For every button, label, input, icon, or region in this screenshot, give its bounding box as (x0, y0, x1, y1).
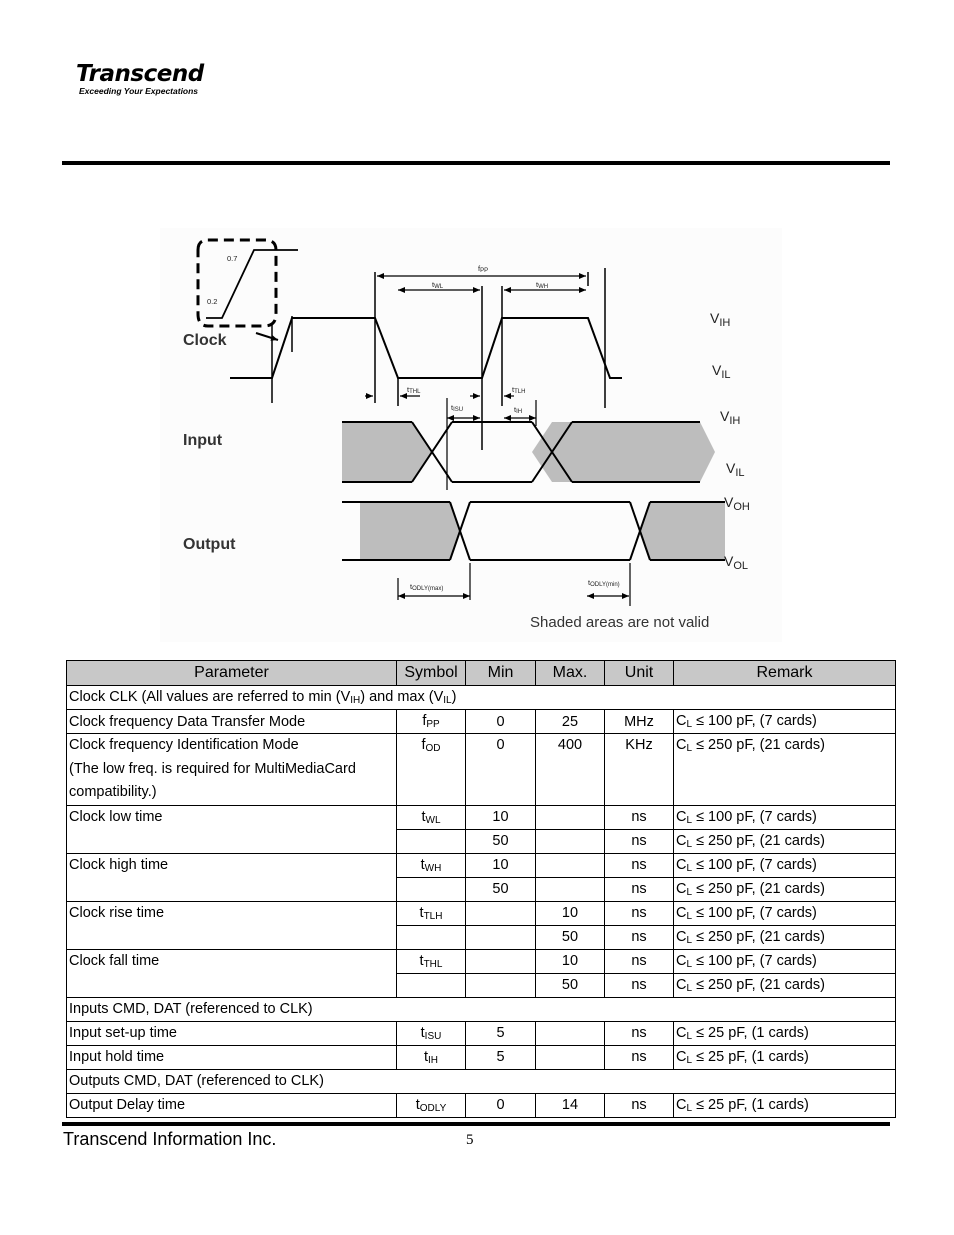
output-signal-label: Output (183, 536, 236, 553)
todly-max-timing-label: $t_{ODLY(max)}$ (410, 582, 444, 592)
unit-cell: ns (605, 829, 674, 853)
min-cell: 10 (466, 853, 536, 877)
twl-timing-label: $t_{WL}$ (432, 280, 444, 290)
min-cell: 0 (466, 710, 536, 734)
symbol-cell (397, 925, 466, 949)
table-row (67, 1093, 896, 1117)
param-cell: Clock frequency Data Transfer Mode (67, 710, 397, 734)
header-symbol: Symbol (397, 661, 466, 686)
remark-cell: $C_L \le 100$ pF, (7 cards) (674, 853, 896, 877)
table-row (67, 949, 896, 973)
unit-cell: ns (605, 853, 674, 877)
transcend-logo (76, 62, 204, 96)
tih-timing-label: $t_{IH}$ (514, 405, 523, 415)
tisu-timing-label: $t_{ISU}$ (451, 403, 464, 413)
remark-cell: $C_L \le 250$ pF, (21 cards) (674, 925, 896, 949)
min-cell (466, 949, 536, 973)
shaded-areas-note: Shaded areas are not valid (530, 614, 710, 631)
symbol-cell: $t_{WL}$ (397, 805, 466, 829)
twh-timing-label: $t_{WH}$ (536, 280, 549, 290)
remark-cell: $C_L \le 250$ pF, (21 cards) (674, 877, 896, 901)
max-cell: 14 (536, 1093, 605, 1117)
outputs-section-title: Outputs CMD, DAT (referenced to CLK) (67, 1069, 896, 1093)
symbol-cell (397, 877, 466, 901)
max-cell: 50 (536, 973, 605, 997)
symbol-cell: $t_{THL}$ (397, 949, 466, 973)
zoom-pointer-arrow (256, 333, 278, 340)
table-row (67, 1021, 896, 1045)
clock-signal-label: Clock (183, 332, 227, 349)
footer-rule (62, 1122, 890, 1126)
table-row (67, 901, 896, 925)
logo-name: Transcend (76, 61, 204, 87)
threshold-low-label: 0.2 (207, 297, 218, 306)
symbol-cell: $t_{WH}$ (397, 853, 466, 877)
param-cell: Clock rise time (67, 901, 397, 949)
min-cell (466, 925, 536, 949)
param-cell: Clock low time (67, 805, 397, 853)
table-row (67, 710, 896, 734)
unit-cell: ns (605, 901, 674, 925)
output-invalid-shading (360, 502, 725, 560)
clock-waveform (230, 318, 622, 378)
rising-edge-zoom-box (198, 240, 276, 326)
remark-cell: $C_L \le 100$ pF, (7 cards) (674, 805, 896, 829)
max-cell (536, 829, 605, 853)
header-unit: Unit (605, 661, 674, 686)
header-parameter: Parameter (67, 661, 397, 686)
min-cell (466, 973, 536, 997)
unit-cell: ns (605, 949, 674, 973)
output-voh-label: $V_{OH}$ (724, 494, 750, 513)
symbol-cell (397, 973, 466, 997)
remark-cell: $C_L \le 25$ pF, (1 cards) (674, 1021, 896, 1045)
min-cell (466, 901, 536, 925)
unit-cell: ns (605, 877, 674, 901)
clock-vil-label: $V_{IL}$ (712, 362, 731, 381)
todly-min-timing-label: $t_{ODLY(min)}$ (588, 578, 620, 588)
max-cell: 10 (536, 949, 605, 973)
param-cell: Input hold time (67, 1045, 397, 1069)
param-cell: Output Delay time (67, 1093, 397, 1117)
symbol-cell: $t_{TLH}$ (397, 901, 466, 925)
timing-diagram (160, 228, 782, 642)
max-cell: 10 (536, 901, 605, 925)
max-cell (536, 1045, 605, 1069)
header-max: Max. (536, 661, 605, 686)
unit-cell: MHz (605, 710, 674, 734)
max-cell (536, 1021, 605, 1045)
remark-cell: $C_L \le 250$ pF, (21 cards) (674, 829, 896, 853)
param-cell: Clock fall time (67, 949, 397, 997)
table-row (67, 734, 896, 806)
clock-timing-spec-table (66, 660, 896, 1118)
param-cell: Input set-up time (67, 1021, 397, 1045)
max-cell (536, 805, 605, 829)
inputs-section-title: Inputs CMD, DAT (referenced to CLK) (67, 997, 896, 1021)
footer-company: Transcend Information Inc. (63, 1129, 277, 1149)
max-cell: 400 (536, 734, 605, 806)
unit-cell: KHz (605, 734, 674, 806)
input-invalid-shading (342, 422, 715, 482)
symbol-cell: $f_{OD}$ (397, 734, 466, 806)
remark-cell: $C_L \le 25$ pF, (1 cards) (674, 1045, 896, 1069)
param-cell: Clock high time (67, 853, 397, 901)
max-cell: 25 (536, 710, 605, 734)
unit-cell: ns (605, 1093, 674, 1117)
table-row (67, 1045, 896, 1069)
param-cell: Clock frequency Identification Mode (The low freq. is required for MultiMediaCard compatibility.) (67, 734, 397, 806)
unit-cell: ns (605, 1045, 674, 1069)
rising-edge-zoom-curve (206, 250, 298, 318)
min-cell: 0 (466, 1093, 536, 1117)
symbol-cell: $t_{ODLY}$ (397, 1093, 466, 1117)
symbol-cell: $t_{IH}$ (397, 1045, 466, 1069)
tthl-timing-label: $t_{THL}$ (407, 385, 421, 395)
input-vih-label: $V_{IH}$ (720, 408, 741, 427)
header-min: Min (466, 661, 536, 686)
clock-section-row (67, 686, 896, 710)
remark-cell: $C_L \le 100$ pF, (7 cards) (674, 949, 896, 973)
remark-cell: $C_L \le 100$ pF, (7 cards) (674, 901, 896, 925)
max-cell (536, 853, 605, 877)
unit-cell: ns (605, 925, 674, 949)
clock-vih-label: $V_{IH}$ (710, 310, 731, 329)
outputs-section-row (67, 1069, 896, 1093)
ttlh-timing-label: $t_{TLH}$ (512, 385, 526, 395)
threshold-high-label: 0.7 (227, 254, 238, 263)
clock-section-title: Clock CLK (All values are referred to $\min (V_{IH})$ and $\max (V_{IL})$ (67, 686, 896, 710)
min-cell: 5 (466, 1021, 536, 1045)
min-cell: 50 (466, 877, 536, 901)
max-cell (536, 877, 605, 901)
min-cell: 50 (466, 829, 536, 853)
remark-cell: $C_L \le 250$ pF, (21 cards) (674, 973, 896, 997)
min-cell: 5 (466, 1045, 536, 1069)
page-number: 5 (466, 1132, 474, 1148)
symbol-cell (397, 829, 466, 853)
logo-tagline: Exceeding Your Expectations (79, 86, 199, 96)
remark-cell: $C_L \le 100$ pF, (7 cards) (674, 710, 896, 734)
header-remark: Remark (674, 661, 896, 686)
table-row (67, 805, 896, 829)
input-vil-label: $V_{IL}$ (726, 460, 745, 479)
unit-cell: ns (605, 973, 674, 997)
header-rule (62, 161, 890, 165)
table-header-row (67, 661, 896, 686)
max-cell: 50 (536, 925, 605, 949)
timing-diagram-drawing (160, 228, 782, 642)
table-row (67, 853, 896, 877)
fpp-timing-label: $f_{PP}$ (478, 264, 489, 274)
unit-cell: ns (605, 1021, 674, 1045)
symbol-cell: $f_{PP}$ (397, 710, 466, 734)
input-signal-label: Input (183, 432, 223, 449)
symbol-cell: $t_{ISU}$ (397, 1021, 466, 1045)
output-vol-label: $V_{OL}$ (724, 553, 749, 572)
min-cell: 0 (466, 734, 536, 806)
min-cell: 10 (466, 805, 536, 829)
remark-cell: $C_L \le 250$ pF, (21 cards) (674, 734, 896, 806)
inputs-section-row (67, 997, 896, 1021)
unit-cell: ns (605, 805, 674, 829)
remark-cell: $C_L \le 25$ pF, (1 cards) (674, 1093, 896, 1117)
